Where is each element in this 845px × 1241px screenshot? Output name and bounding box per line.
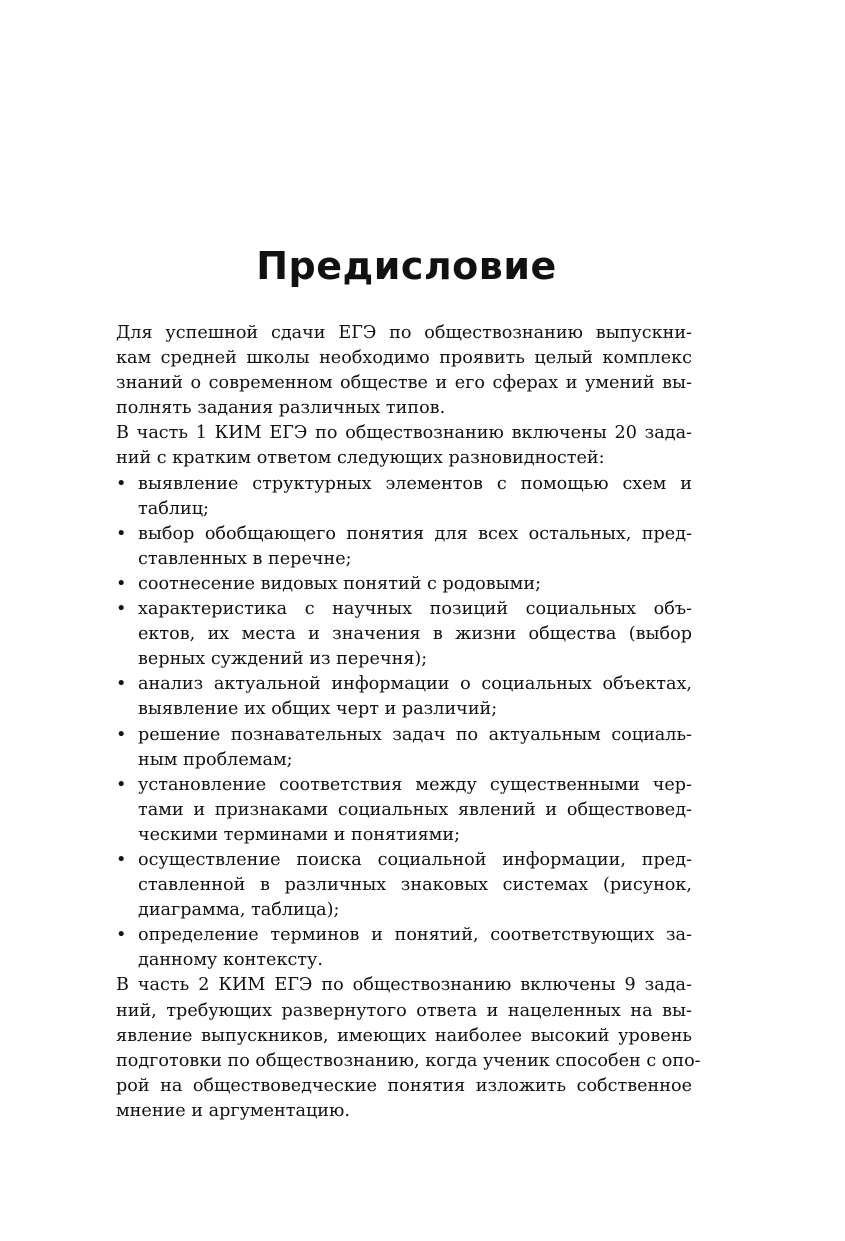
text-line: таблиц; [138,498,209,519]
text-line: ний с кратким ответом следующих разновидностей: [116,448,605,469]
text-line: мнение и аргументацию. [116,1100,350,1121]
text-line: соотнесение видовых понятий с родовыми; [138,573,542,594]
text-line: осуществление поиска социальной информации, пред- [138,849,692,870]
text-line: выявление их общих черт и различий; [138,699,498,720]
list-item [116,848,692,923]
text-line: ектов, их места и значения в жизни общества (выбор [138,624,692,645]
text-line: ным проблемам; [138,749,293,770]
list-item [116,672,692,722]
text-line: В часть 1 КИМ ЕГЭ по обществознанию включены 20 зада- [116,423,692,444]
text-line: полнять задания различных типов. [116,398,446,419]
bullet-icon: • [116,523,127,544]
bullet-icon: • [116,599,127,620]
paragraph-part1 [116,421,692,471]
text-line: В часть 2 КИМ ЕГЭ по обществознанию включены 9 зада- [116,975,692,996]
page-title: Предисловие [256,244,557,288]
bullet-icon: • [116,925,127,946]
text-line: определение терминов и понятий, соответствующих за- [138,925,692,946]
text-line: Для успешной сдачи ЕГЭ по обществознанию выпускни- [116,323,692,343]
body-text [116,321,701,1124]
text-line: характеристика с научных позиций социальных объ- [138,599,692,620]
list-item [116,572,692,597]
list-item [116,723,692,773]
list-item [116,773,692,848]
bullet-icon: • [116,573,127,594]
bullet-icon: • [116,473,127,494]
text-line: знаний о современном обществе и его сферах и умений вы- [116,373,692,394]
bullet-icon: • [116,849,127,870]
text-line: решение познавательных задач по актуальным социаль- [138,724,692,745]
text-line: верных суждений из перечня); [138,649,428,670]
text-line: тами и признаками социальных явлений и обществовед- [138,799,692,820]
paragraph-part2 [116,973,701,1124]
text-line: кам средней школы необходимо проявить целый комплекс [116,348,692,369]
bullet-list [116,472,692,974]
list-item [116,597,692,672]
bullet-icon: • [116,724,127,745]
paragraph-intro [116,321,692,421]
text-line: выбор обобщающего понятия для всех остальных, пред- [138,523,692,544]
text-line: подготовки по обществознанию, когда ученик способен с опо- [116,1050,701,1071]
text-line: рой на обществоведческие понятия изложить собственное [116,1075,692,1096]
text-line: ний, требующих развернутого ответа и нацеленных на вы- [116,1000,692,1021]
text-line: установление соответствия между существенными чер- [138,774,692,795]
text-line: ческими терминами и понятиями; [138,824,461,845]
text-line: выявление структурных элементов с помощью схем и [138,473,692,494]
text-line: явление выпускников, имеющих наиболее высокий уровень [116,1025,692,1046]
list-item [116,472,692,522]
text-line: диаграмма, таблица); [138,900,340,921]
text-line: ставленных в перечне; [138,548,352,569]
bullet-icon: • [116,674,127,695]
bullet-icon: • [116,774,127,795]
list-item [116,923,692,973]
text-line: анализ актуальной информации о социальных объектах, [138,674,692,695]
list-item [116,522,692,572]
text-line: данному контексту. [138,950,323,971]
text-line: ставленной в различных знаковых системах (рисунок, [138,875,692,896]
